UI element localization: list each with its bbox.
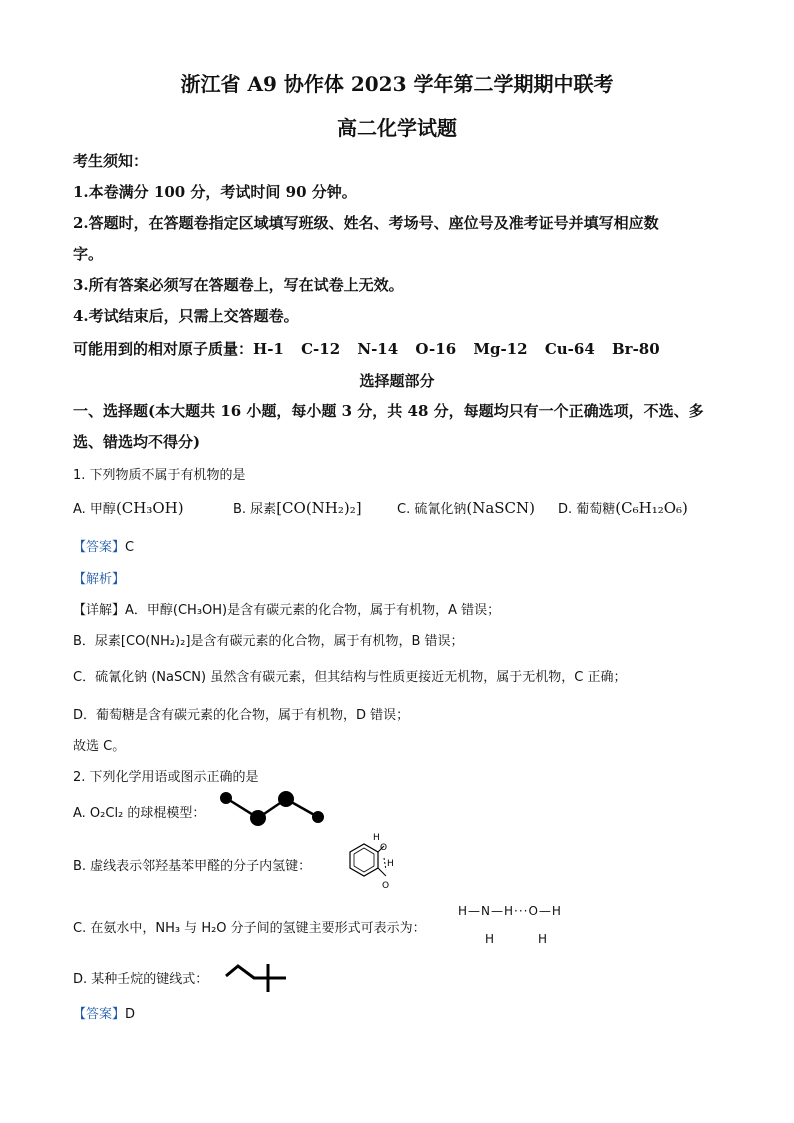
atomic-mass-c: C-12	[301, 340, 341, 358]
q1-option-d-label: D. 葡萄糖	[558, 502, 616, 517]
atomic-mass-br: Br-80	[612, 340, 660, 358]
notice-item: 2.答题时，在答题卷指定区域填写班级、姓名、考场号、座位号及准考证号并填写相应数	[73, 214, 659, 232]
q1-analysis-tag: 【解析】	[73, 572, 126, 587]
q1-option-c-formula: (NaSCN)	[466, 499, 535, 517]
section-title: 选择题部分	[359, 372, 435, 390]
page-subtitle: 高二化学试题	[337, 116, 457, 140]
notice-item: 3.所有答案必须写在答题卷上，写在试卷上无效。	[73, 276, 404, 294]
q2-option-d-text: D. 某种壬烷的键线式：	[73, 972, 209, 987]
q1-option-c-label: C. 硫氰化钠	[397, 502, 467, 517]
q1-option-b-label: B. 尿素	[233, 502, 277, 517]
q1-detail-tag: 【详解】	[73, 603, 126, 618]
q2-option-b-text: B. 虚线表示邻羟基苯甲醛的分子内氢键：	[73, 859, 312, 874]
atomic-mass-o: O-16	[415, 340, 457, 358]
q1-option-a	[73, 498, 184, 517]
atomic-mass-label: 可能用到的相对原子质量：	[73, 340, 254, 358]
notice-heading: 考生须知：	[73, 152, 149, 170]
q1-detail-a-text: A．甲醇(CH₃OH)是含有碳元素的化合物，属于有机物，A 错误；	[125, 603, 501, 618]
q1-option-a-label: A. 甲醇	[73, 502, 116, 517]
atomic-mass-n: N-14	[357, 340, 399, 358]
page-title: 浙江省 A9 协作体 2023 学年第二学期期中联考	[180, 72, 614, 96]
part-one-heading-cont: 选、错选均不得分)	[73, 433, 201, 451]
q2-option-c-struct-top: H—N—H···O—H	[458, 904, 562, 918]
q2-option-a-ball-stick-model	[218, 790, 328, 830]
q1-option-d-formula: (C₆H₁₂O₆)	[615, 499, 688, 517]
q2-answer-tag: 【答案】	[73, 1007, 126, 1022]
q2-answer	[73, 1003, 135, 1022]
q2-option-c-struct-h1: H	[485, 932, 495, 946]
atomic-mass-h: H-1	[253, 340, 284, 358]
q1-stem: 1. 下列物质不属于有机物的是	[73, 468, 246, 483]
part-one-heading: 一、选择题(本大题共 16 小题，每小题 3 分，共 48 分，每题均只有一个正确选项，不选、多	[73, 402, 704, 420]
q1-detail-c: C．硫氰化钠 (NaSCN) 虽然含有碳元素，但其结构与性质更接近无机物，属于无机物，C 正确；	[73, 670, 627, 685]
atomic-mass-row	[73, 338, 660, 359]
q1-option-c	[397, 498, 535, 517]
q2-option-d-skeletal-formula	[224, 962, 294, 996]
q1-option-d	[558, 498, 688, 517]
q1-answer-tag: 【答案】	[73, 540, 126, 555]
q2-option-a-text: A. O₂Cl₂ 的球棍模型：	[73, 806, 206, 821]
b-struct-o2: O	[382, 881, 390, 891]
q2-option-c-text: C. 在氨水中，NH₃ 与 H₂O 分子间的氢键主要形式可表示为：	[73, 921, 426, 936]
q1-detail-d: D．葡萄糖是含有碳元素的化合物，属于有机物，D 错误；	[73, 708, 410, 723]
b-struct-o: O	[380, 843, 388, 853]
b-struct-h: H	[373, 833, 380, 843]
q1-detail-b: B．尿素[CO(NH₂)₂]是含有碳元素的化合物，属于有机物，B 错误；	[73, 634, 464, 649]
q1-option-b	[233, 498, 362, 517]
q2-stem: 2. 下列化学用语或图示正确的是	[73, 770, 259, 785]
q1-option-a-formula: (CH₃OH)	[115, 499, 184, 517]
q1-conclusion: 故选 C。	[73, 739, 126, 754]
q2-option-c-struct-h2: H	[538, 932, 548, 946]
notice-item: 4.考试结束后，只需上交答题卷。	[73, 307, 299, 325]
q1-option-b-formula: [CO(NH₂)₂]	[276, 499, 362, 517]
q2-option-b-structure	[332, 830, 402, 892]
notice-item: 字。	[73, 245, 104, 263]
q1-answer	[73, 536, 134, 555]
q1-detail-a	[73, 599, 500, 618]
notice-item: 1.本卷满分 100 分，考试时间 90 分钟。	[73, 183, 357, 201]
atomic-mass-mg: Mg-12	[473, 340, 528, 358]
atomic-mass-cu: Cu-64	[544, 340, 595, 358]
q1-answer-value: C	[125, 540, 135, 555]
b-struct-h2: H	[387, 859, 394, 869]
q2-answer-value: D	[125, 1007, 136, 1022]
